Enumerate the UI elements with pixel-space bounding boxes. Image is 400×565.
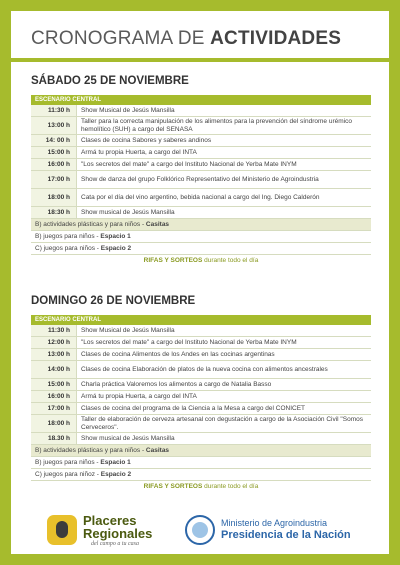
time-cell: 16:00 h (31, 159, 77, 170)
schedule-saturday (31, 95, 371, 267)
time-cell: 17:00 h (31, 171, 77, 188)
activity-cell: Charla práctica Valoremos los alimentos a cargo de Natalia Basso (81, 380, 272, 388)
schedule-sunday (31, 315, 371, 493)
time-cell: 16:00 h (31, 391, 77, 402)
day-title-sunday: DOMINGO 26 DE NOVIEMBRE (31, 295, 196, 307)
kids-activity-row (31, 243, 371, 255)
government-logo (185, 515, 385, 551)
schedule-row (31, 361, 371, 379)
kids-activity-place: Espacio 2 (100, 471, 132, 478)
kids-activity-text: B) juegos para niños - (35, 233, 101, 240)
raffle-rest: durante todo el día (202, 483, 259, 490)
mate-badge-icon (47, 515, 77, 545)
presidency-name: Presidencia de la Nación (221, 529, 351, 541)
activity-cell: Cata por el día del vino argentino, bebida nacional a cargo del Ing. Diego Calderón (81, 193, 320, 201)
raffle-bold: RIFAS Y SORTEOS (143, 483, 203, 490)
activity-cell: Clases de cocina Sabores y saberes andinos (81, 136, 212, 144)
kids-activity-row (31, 469, 371, 481)
schedule-row (31, 207, 371, 219)
activity-cell: Show musical de Jesús Mansilla (81, 208, 175, 216)
kids-activity-text: C) juegos para niñoz - (35, 471, 101, 478)
time-cell: 11:30 h (31, 325, 77, 336)
activity-cell: Taller de elaboración de cerveza artesanal con degustación a cargo de la Asociación Civil "Somos Cerveceros". (81, 416, 363, 431)
page-title (31, 28, 341, 50)
national-seal-icon (185, 515, 215, 545)
schedule-row (31, 403, 371, 415)
kids-activity-row (31, 231, 371, 243)
activity-cell: Armá tu propia Huerta, a cargo del INTA (81, 392, 197, 400)
kids-activity-text: B) actividades plásticas y para niños - (35, 447, 146, 454)
activity-cell: "Los secretos del mate" a cargo del Instituto Nacional de Yerba Mate INYM (81, 338, 297, 346)
kids-activity-place: Espacio 1 (100, 459, 131, 466)
time-cell: 12:00 h (31, 337, 77, 348)
kids-activity-place: Espacio 2 (100, 245, 132, 252)
activity-cell: Armá tu propia Huerta, a cargo del INTA (81, 148, 197, 156)
schedule-row (31, 189, 371, 207)
logo-line-1: Placeres (83, 513, 137, 528)
time-cell: 17:00 h (31, 403, 77, 414)
schedule-row (31, 325, 371, 337)
page-header (11, 11, 389, 51)
schedule-row (31, 433, 371, 445)
activity-cell: "Los secretos del mate" a cargo del Instituto Nacional de Yerba Mate INYM (81, 160, 297, 168)
logo-line-2: Regionales (83, 526, 153, 541)
time-cell: 18:30 h (31, 207, 77, 218)
schedule-row (31, 135, 371, 147)
ministry-name: Ministerio de Agroindustria (221, 518, 328, 528)
schedule-row (31, 147, 371, 159)
schedule-row (31, 415, 371, 433)
kids-activity-row (31, 457, 371, 469)
title-bold: ACTIVIDADES (210, 28, 342, 49)
time-cell: 18:00 h (31, 415, 77, 432)
kids-activity-place: Casitas (145, 447, 170, 454)
footer (11, 509, 389, 554)
activity-cell: Clases de cocina Alimentos de los Andes en las cocinas argentinas (81, 350, 275, 358)
time-cell: 15:00 h (31, 147, 77, 158)
title-light: CRONOGRAMA DE (31, 28, 211, 49)
stage-header: ESCENARIO CENTRAL (31, 315, 371, 325)
time-cell: 18.30 h (31, 433, 77, 444)
activity-cell: Show Musical de Jesús Mansilla (81, 326, 175, 334)
kids-activity-place: Espacio 1 (100, 233, 131, 240)
raffle-bold: RIFAS Y SORTEOS (143, 257, 203, 264)
schedule-row (31, 105, 371, 117)
activity-cell: Clases de cocina Elaboración de platos de la nueva cocina con alimentos ancestrales (81, 365, 328, 373)
kids-activity-text: C) juegos para niños - (35, 245, 101, 252)
kids-activity-row (31, 219, 371, 231)
time-cell: 11:30 h (31, 105, 77, 116)
stage-header: ESCENARIO CENTRAL (31, 95, 371, 105)
activity-cell: Show musical de Jesús Mansilla (81, 434, 175, 442)
time-cell: 15:00 h (31, 379, 77, 390)
activity-cell: Show Musical de Jesús Mansilla (81, 106, 175, 114)
time-cell: 18:00 h (31, 189, 77, 206)
raffle-note (31, 255, 371, 267)
logo-tagline: del campo a tu casa (91, 541, 139, 547)
time-cell: 13:00 h (31, 349, 77, 360)
schedule-row (31, 337, 371, 349)
schedule-row (31, 159, 371, 171)
raffle-note (31, 481, 371, 493)
schedule-row (31, 349, 371, 361)
kids-activity-text: B) juegos para niños - (35, 459, 101, 466)
schedule-row (31, 117, 371, 135)
time-cell: 14:00 h (31, 361, 77, 378)
kids-activity-place: Casitas (145, 221, 170, 228)
day-title-saturday: SÁBADO 25 DE NOVIEMBRE (31, 75, 189, 87)
time-cell: 14: 00 h (31, 135, 77, 146)
schedule-row (31, 391, 371, 403)
activity-cell: Taller para la correcta manipulación de los alimentos para la prevención del síndrome urémico hemolítico (SUH) a cargo del SENASA (81, 118, 352, 133)
kids-activity-text: B) actividades plásticas y para niños - (35, 221, 146, 228)
schedule-row (31, 379, 371, 391)
schedule-row (31, 171, 371, 189)
raffle-rest: durante todo el día (202, 257, 259, 264)
activity-cell: Show de danza del grupo Folklórico Representativo del Ministerio de Agroindustria (81, 175, 319, 183)
activity-cell: Clases de cocina del programa de la Ciencia a la Mesa a cargo del CONICET (81, 404, 305, 412)
kids-activity-row (31, 445, 371, 457)
time-cell: 13:00 h (31, 117, 77, 134)
header-rule (11, 58, 389, 62)
placeres-regionales-logo (47, 513, 185, 553)
schedule-page (11, 11, 389, 554)
